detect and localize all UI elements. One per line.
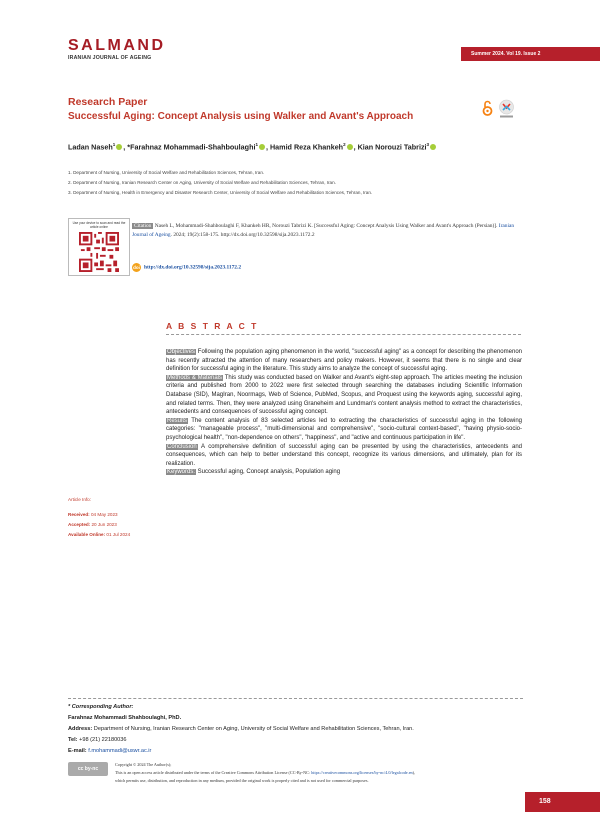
- qr-caption: Use your device to scan and read the article online: [72, 221, 126, 229]
- license-line-3: which permits use, distribution, and reproduction in any medium, provided the original work is properly cited and is not used for commercial purposes.: [115, 778, 369, 783]
- available-label: Available Online:: [68, 532, 106, 537]
- accepted-date: [68, 522, 117, 527]
- abstract-text-objectives: Following the population aging phenomenon in the world, "successful aging" as a concept for describing the phenomenon has recently attracted the attention of many researchers and policy makers. However, it seems that there is no single and clear definition for successful aging in the literature. This study aims to analyze the concept of successful aging.: [166, 349, 522, 373]
- doi-icon: doi: [133, 265, 140, 270]
- author-separator: ,: [265, 142, 268, 152]
- citation-label: Citation: [134, 223, 152, 229]
- address-value: Department of Nursing, Iranian Research Center on Aging, University of Social Welfare and Rehabilitation Sciences, Tehran, Iran.: [92, 726, 414, 732]
- page-number: 158: [525, 792, 600, 812]
- corresponding-name: Farahnaz Mohammadi Shahboulaghi, PhD.: [68, 715, 182, 721]
- journal-name: SALMAND: [68, 37, 166, 54]
- abstract-text-results: The content analysis of 83 selected articles led to extracting the characteristics of successful aging in the following categories: "manageable process", "multi-dimensional and comprehensive", "socio-cultural context-based", "having physio-socio-psychological health", "non-dependence on others", "happiness", and "active and continuous participation in life".: [166, 417, 522, 441]
- author-name[interactable]: Kian Norouzi Tabrizi: [357, 142, 427, 152]
- open-access-icon: [482, 100, 493, 116]
- abstract-text-methods: This study was conducted based on Walker and Avant's eight-step approach. The articles meeting the inclusion criteria and published from 2000 to 2022 were first selected through searching the databases including Scientific Information Database (SID), MagIran, Noormags, Web of Science, PubMed, Scopus, and Proquest using the keywords aging, successful aging, and related terms. Then, they were analyzed using Graneheim and Lundman's content analysis method to extract the characteristics, antecedents and consequences of successful aging concept.: [166, 374, 522, 416]
- corresponding-tel: [68, 737, 127, 743]
- license-text-a: This is an open access article distributed under the terms of the Creative Commons Attribution License (CC-By-NC:: [115, 770, 312, 775]
- orcid-icon[interactable]: [430, 144, 436, 150]
- abstract-heading: A B S T R A C T: [166, 321, 259, 331]
- affiliation-1: 1. Department of Nursing, University of Social Welfare and Rehabilitation Sciences, Tehran, Iran.: [68, 170, 265, 175]
- author-sup: 1: [255, 142, 258, 147]
- received-date: [68, 512, 118, 517]
- author-name[interactable]: Hamid Reza Khankeh: [269, 142, 344, 152]
- citation-text: Naseh L, Mohammadi-Shahboulaghi F, Khankeh HR, Norouzi Tabrizi K. [Successful Aging: Concept Analysis Using Walker and Avant's Approach (Persian)].: [153, 223, 499, 229]
- abstract-body: [166, 348, 522, 477]
- accepted-label: Accepted:: [68, 522, 91, 527]
- orcid-icon[interactable]: [259, 144, 265, 150]
- citation-text-after: . 2024; 19(2):158-175. http://dx.doi.org/10.32598/sija.2023.1172.2: [170, 231, 315, 238]
- orcid-icon[interactable]: [116, 144, 122, 150]
- article-title: Successful Aging: Concept Analysis using Walker and Avant's Approach: [68, 111, 414, 122]
- author-separator: ,: [353, 142, 356, 152]
- license-line-2: [115, 770, 415, 775]
- correspondence-divider: [68, 698, 523, 699]
- tel-label: Tel:: [68, 737, 78, 743]
- crossmark-icon[interactable]: [498, 99, 515, 119]
- cc-license-icon[interactable]: cc by-nc: [68, 762, 108, 776]
- citation-journal-link[interactable]: Iranian Journal of Ageing: [132, 223, 515, 238]
- tel-value: +98 (21) 22180036: [77, 737, 127, 743]
- abstract-label-methods: Methods & Materials: [167, 374, 223, 381]
- corresponding-email: [68, 748, 151, 754]
- author-sup: 1: [112, 142, 116, 147]
- abstract-label-keywords: Keywords:: [167, 469, 196, 476]
- affiliation-2: 2. Department of Nursing, Iranian Research Center on Aging, University of Social Welfare and Rehabilitation Sciences, Tehran, Iran.: [68, 180, 336, 185]
- license-text-b: ),: [412, 770, 416, 775]
- orcid-icon[interactable]: [347, 144, 353, 150]
- doi-link[interactable]: http://dx.doi.org/10.32598/sija.2023.1172.2: [144, 264, 242, 271]
- abstract-divider: [166, 334, 521, 335]
- corresponding-heading: * Corresponding Author:: [68, 704, 134, 710]
- abstract-text-keywords: Successful aging, Concept analysis, Population aging: [196, 469, 341, 476]
- accepted-value: 20 Jun 2023: [91, 522, 117, 527]
- author-sup: 3: [426, 142, 430, 147]
- author-separator: ,: [123, 142, 126, 152]
- license-link[interactable]: https://creativecommons.org/licenses/by-nc/4.0/legalcode.en: [311, 770, 413, 775]
- corresponding-address: [68, 726, 414, 732]
- qr-code-box: [68, 218, 130, 276]
- journal-subtitle: IRANIAN JOURNAL OF AGEING: [68, 55, 152, 61]
- abstract-text-conclusion: A comprehensive definition of successful aging can be presented by using the characteristics, antecedents and consequences, which can help to better understand this concept, recognize its various dimensions, and ultimately, plan for its realization.: [166, 443, 522, 467]
- qr-code-icon[interactable]: [79, 232, 119, 272]
- available-value: 01 Jul 2024: [106, 532, 131, 537]
- author-name[interactable]: Ladan Naseh: [68, 142, 113, 152]
- author-list: [68, 142, 437, 151]
- issue-bar: Summer 2024. Vol 19. Issue 2: [461, 47, 600, 61]
- received-value: 04 May 2023: [91, 512, 118, 517]
- email-link[interactable]: f.mohammadi@uswr.ac.ir: [86, 748, 152, 754]
- article-info-heading: Article Info:: [68, 497, 91, 502]
- available-date: [68, 532, 130, 537]
- author-sup: 2: [343, 142, 346, 147]
- doi-line: [132, 263, 241, 272]
- citation-block: [132, 222, 522, 240]
- received-label: Received:: [68, 512, 90, 517]
- author-name[interactable]: *Farahnaz Mohammadi-Shahboulaghi: [127, 142, 256, 152]
- abstract-label-objectives: Objectives: [167, 349, 196, 355]
- abstract-label-conclusion: Conclusion: [167, 443, 197, 450]
- affiliation-3: 3. Department of Nursing, Health in Emergency and Disaster Research Center, University of Social Welfare and Rehabilitation Sciences, Tehran, Iran.: [68, 190, 373, 195]
- address-label: Address:: [68, 726, 93, 732]
- article-type-label: Research Paper: [68, 96, 148, 108]
- abstract-label-results: Results: [167, 417, 188, 424]
- email-label: E-mail:: [68, 748, 87, 754]
- license-line-1: Copyright © 2024 The Author(s);: [115, 762, 172, 767]
